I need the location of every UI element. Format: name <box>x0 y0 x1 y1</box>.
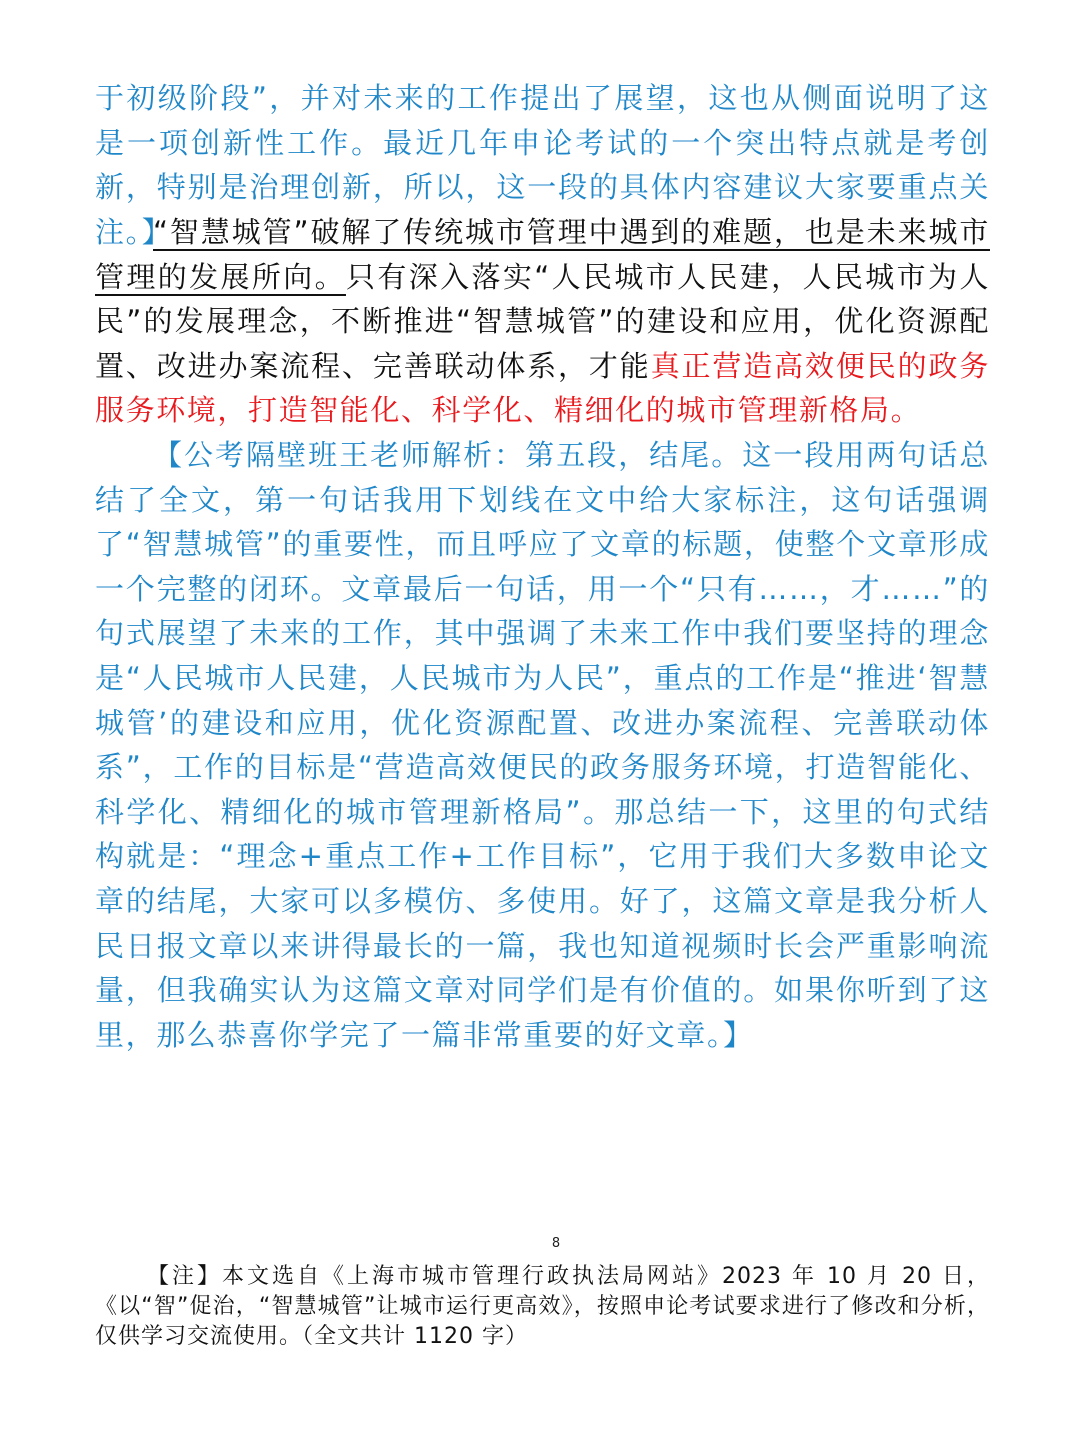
underlined-summary-sentence: “智慧城管”破解了传统城市管理中遇到的难题，也是未来城市管理的发展所向。 <box>95 215 990 294</box>
commentary-text: 于初级阶段”，并对未来的工作提出了展望，这也从侧面说明了这是一项创新性工作。最近几年申论考试的一个突出特点就是考创新，特别是治理创新，所以，这一段的具体内容建议大家要重点关注。】 <box>95 81 990 249</box>
article-paragraph-conclusion <box>95 210 990 433</box>
commentary-text: 【公考隔壁班王老师解析：第五段，结尾。这一段用两句话总结了全文，第一句话我用下划线在文中给大家标注，这句话强调了“智慧城管”的重要性，而且呼应了文章的标题，使整个文章形成一个完整的闭环。文章最后一句话，用一个“只有……，才……”的句式展望了未来的工作，其中强调了未来工作中我们要坚持的理念是“人民城市人民建，人民城市为人民”，重点的工作是“推进‘智慧城管’的建设和应用，优化资源配置、改进办案流程、完善联动体系”，工作的目标是“营造高效便民的政务服务环境，打造智能化、科学化、精细化的城市管理新格局”。那总结一下，这里的句式结构就是：“理念+重点工作+工作目标”，它用于我们大多数申论文章的结尾，大家可以多模仿、多使用。好了，这篇文章是我分析人民日报文章以来讲得最长的一篇，我也知道视频时长会严重影响流量，但我确实认为这篇文章对同学们是有价值的。如果你听到了这里，那么恭喜你学完了一篇非常重要的好文章。】 <box>95 438 990 1052</box>
commentary-paragraph-analysis <box>95 433 990 1057</box>
page-number: 8 <box>551 1236 561 1251</box>
source-note-text: 【注】本文选自《上海市城市管理行政执法局网站》2023 年 10 月 20 日，《以“智”促治，“智慧城管”让城市运行更高效》，按照申论考试要求进行了修改和分析，仅供学习交流使用。（全文共计 1120 字） <box>95 1264 990 1349</box>
source-note <box>95 1262 990 1352</box>
red-highlight-text: 真正营造高效便民的政务服务环境，打造智能化、科学化、精细化的城市管理新格局。 <box>95 348 990 428</box>
article-body-text: 只有深入落实“人民城市人民建，人民城市为人民”的发展理念，不断推进“智慧城管”的建设和应用，优化资源配置、改进办案流程、完善联动体系，才能 <box>95 259 990 383</box>
